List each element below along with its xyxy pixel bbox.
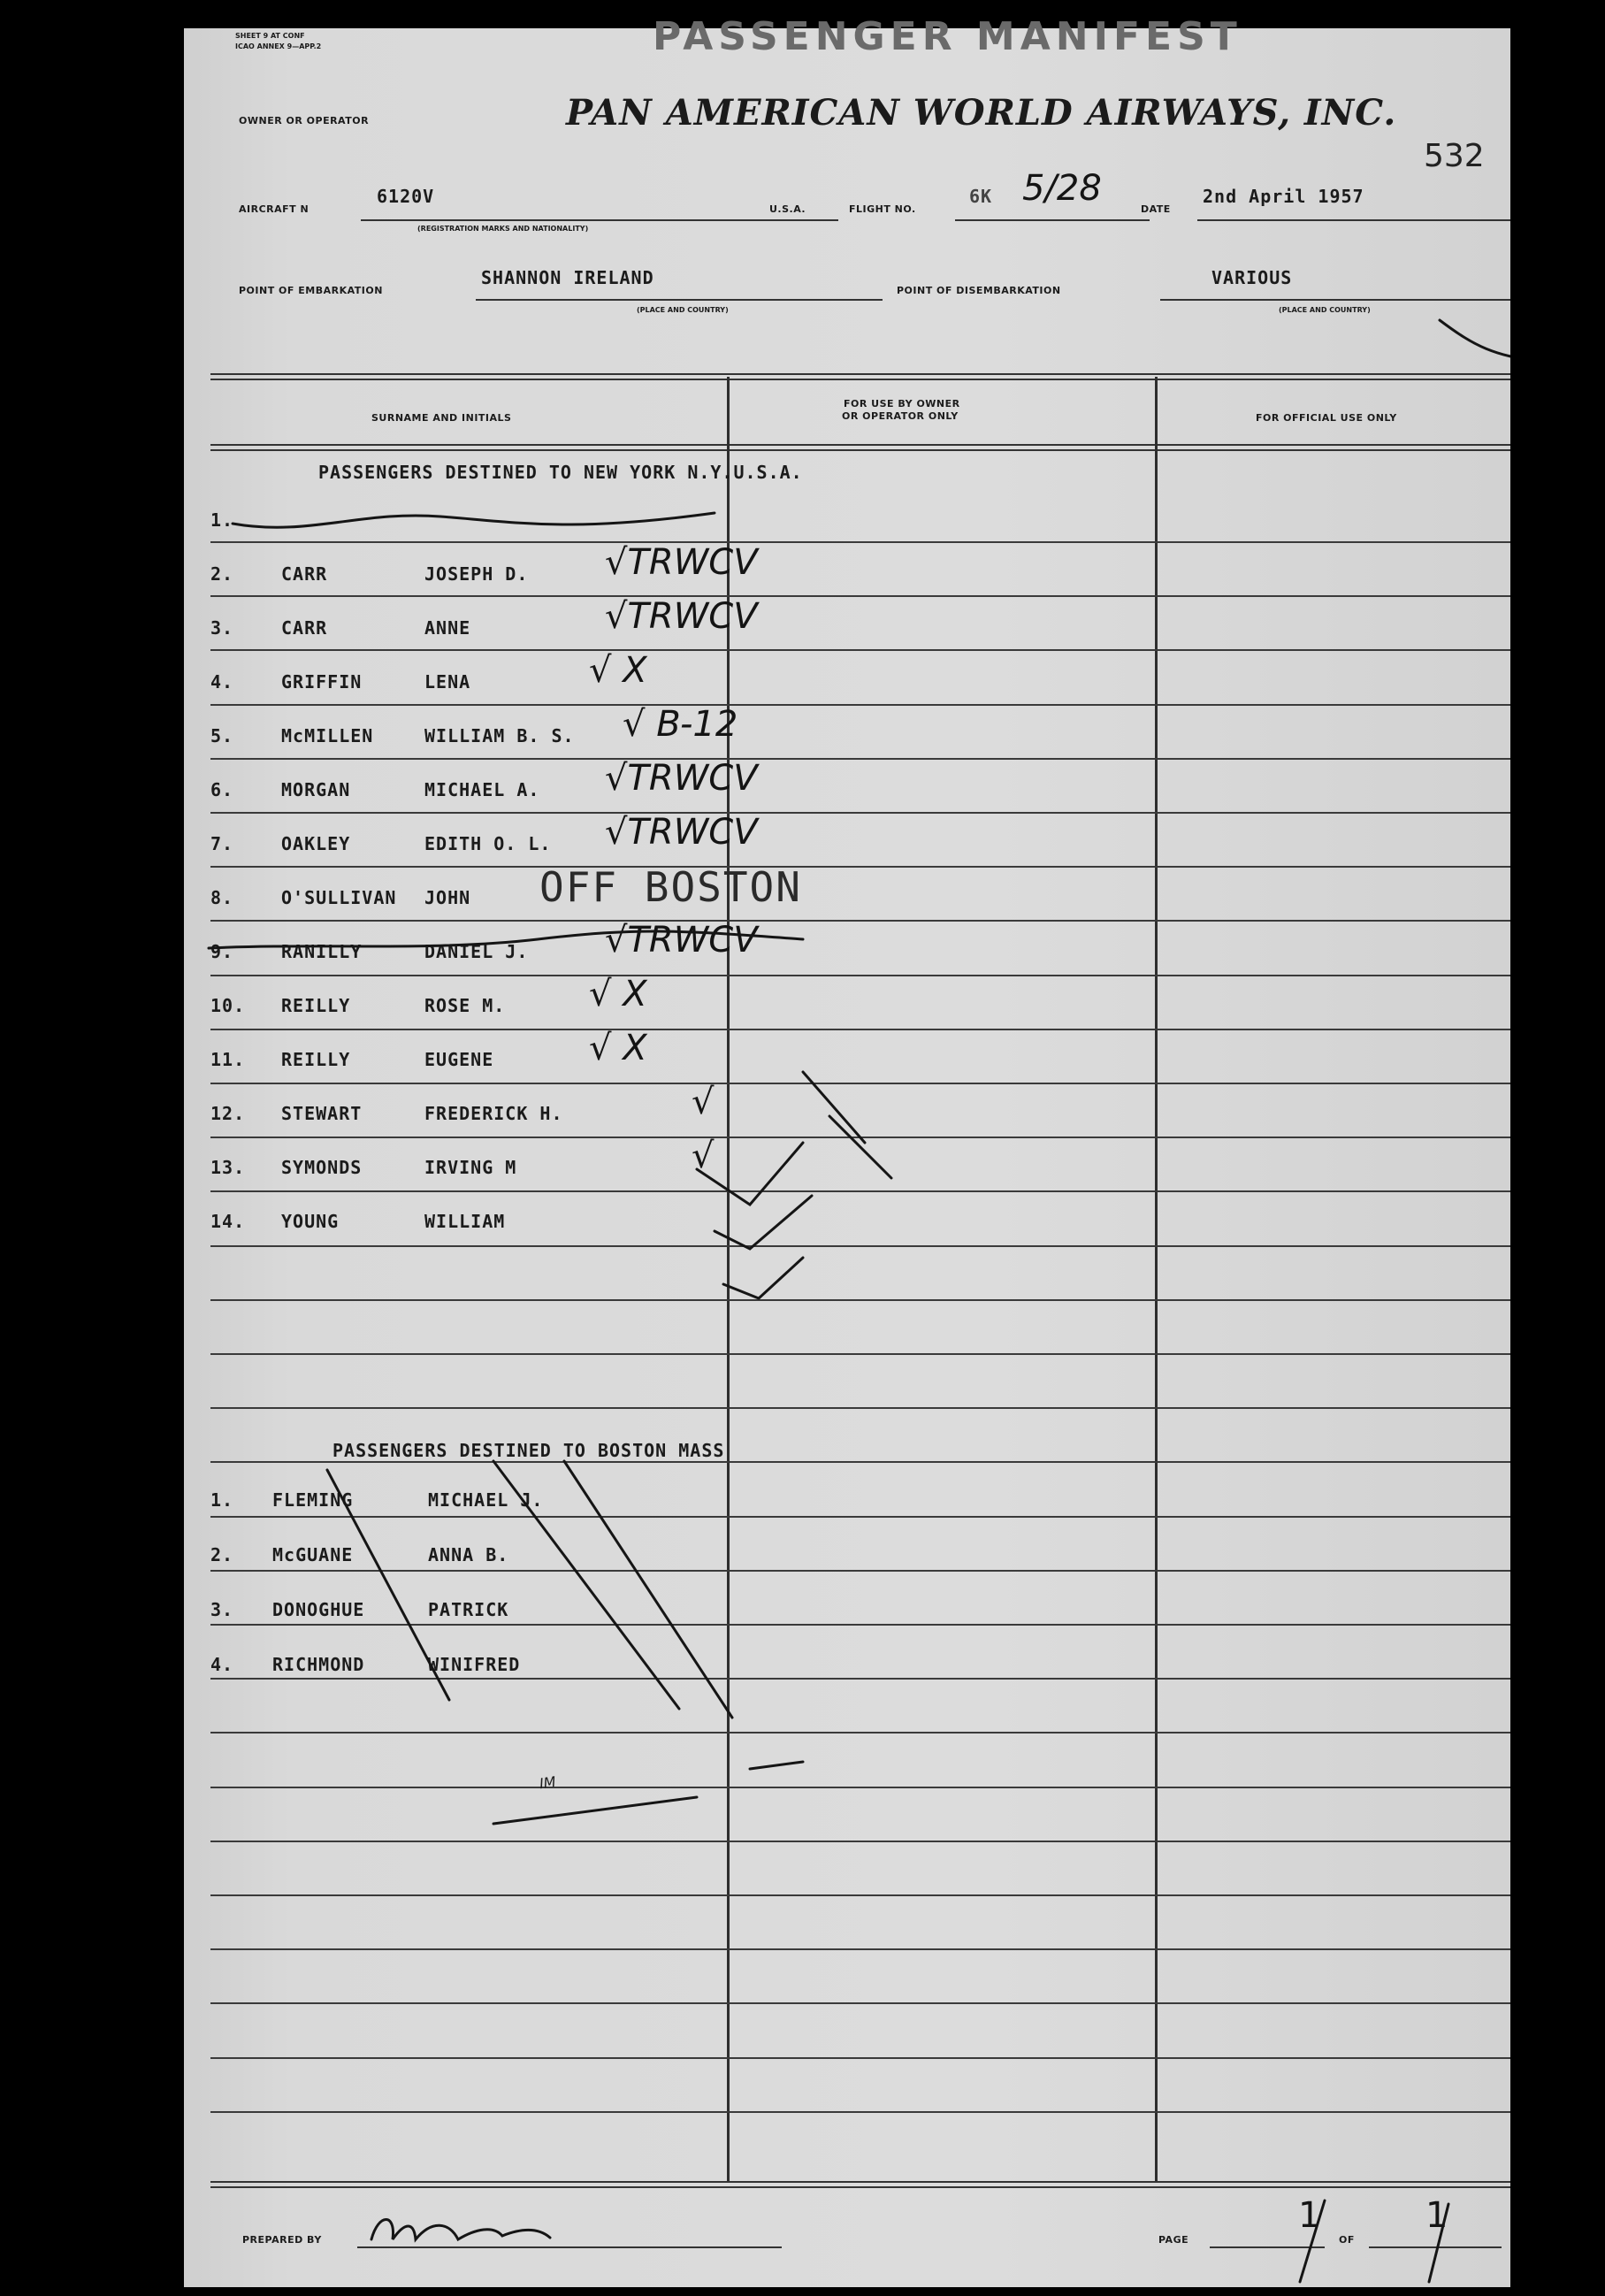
row-number: 12. [210, 1103, 246, 1124]
row-number: 6. [210, 779, 234, 800]
passenger-given-name: DANIEL J. [424, 941, 529, 962]
row1-strike [233, 513, 715, 527]
prepared-signature [371, 2220, 550, 2240]
row-number: 5. [210, 725, 234, 746]
passenger-surname: STEWART [281, 1103, 363, 1124]
passenger-given-name: ANNA B. [428, 1544, 509, 1565]
passenger-given-name: ROSE M. [424, 995, 506, 1016]
passenger-given-name: WINIFRED [428, 1654, 521, 1675]
passenger-check-mark: √ B-12 [623, 704, 738, 745]
ny-check-slash-1 [803, 1072, 891, 1178]
disembark-flourish [1440, 320, 1510, 363]
row-number: 13. [210, 1157, 246, 1178]
page-label: PAGE [1158, 2234, 1189, 2246]
passenger-given-name: EUGENE [424, 1049, 494, 1070]
column-header-operator-1: FOR USE BY OWNER [844, 398, 960, 409]
page-stamp-number: 532 [1424, 138, 1485, 174]
of-value: 1 [1425, 2195, 1448, 2236]
passenger-given-name: ANNE [424, 617, 471, 639]
ny-check-slash-4 [723, 1258, 803, 1298]
passenger-surname: DONOGHUE [272, 1599, 365, 1620]
manifest-sheet [184, 14, 1510, 2287]
of-label: OF [1339, 2234, 1355, 2246]
row-number: 1. [210, 509, 234, 531]
embark-label: POINT OF EMBARKATION [239, 285, 383, 296]
passenger-check-mark: √ X [589, 1028, 647, 1068]
column-header-surname: SURNAME AND INITIALS [371, 412, 512, 424]
row-number: 11. [210, 1049, 246, 1070]
column-header-operator-2: OR OPERATOR ONLY [842, 410, 959, 422]
row-number: 2. [210, 1544, 234, 1565]
form-code-line-1: SHEET 9 AT CONF [235, 32, 305, 40]
section-boston-title: PASSENGERS DESTINED TO BOSTON MASS [332, 1440, 725, 1461]
passenger-given-name: MICHAEL A. [424, 779, 540, 800]
form-code-line-2: ICAO ANNEX 9—APP.2 [235, 42, 322, 50]
disembark-sublabel: (PLACE AND COUNTRY) [1279, 306, 1371, 314]
passenger-surname: REILLY [281, 995, 351, 1016]
passenger-check-mark: √ [692, 1082, 715, 1122]
flight-handwritten: 5/28 [1022, 168, 1102, 209]
handwritten-initials: IM [538, 1772, 557, 1793]
embark-value: SHANNON IRELAND [481, 267, 654, 288]
passenger-surname: RICHMOND [272, 1654, 365, 1675]
page-slash [1300, 2200, 1325, 2282]
passenger-surname: McMILLEN [281, 725, 374, 746]
handwriting-overlay [184, 28, 1510, 2287]
passenger-surname: OAKLEY [281, 833, 351, 854]
page-value: 1 [1298, 2195, 1321, 2236]
row-number: 8. [210, 887, 234, 908]
registration-sublabel: (REGISTRATION MARKS AND NATIONALITY) [417, 225, 589, 233]
usa-label: U.S.A. [769, 203, 806, 215]
section-ny-title: PASSENGERS DESTINED TO NEW YORK N.Y.U.S.A. [318, 462, 803, 483]
faded-form-title: PASSENGER MANIFEST [653, 14, 1242, 59]
owner-value: PAN AMERICAN WORLD AIRWAYS, INC. [566, 92, 1397, 134]
ny-check-slash-3 [715, 1196, 812, 1249]
passenger-surname: CARR [281, 563, 328, 585]
passenger-given-name: WILLIAM B. S. [424, 725, 575, 746]
ny-check-slash-2 [697, 1143, 803, 1205]
passenger-check-mark: √ X [589, 650, 647, 691]
passenger-surname: CARR [281, 617, 328, 639]
passenger-surname: RANILLY [281, 941, 363, 962]
row8-strike [209, 931, 803, 948]
boston-strike-2 [493, 1461, 679, 1709]
passenger-surname: McGUANE [272, 1544, 354, 1565]
passenger-check-mark: √ X [589, 974, 647, 1014]
owner-label: OWNER OR OPERATOR [239, 115, 370, 126]
passenger-check-mark: √TRWCV [605, 920, 758, 960]
passenger-given-name: PATRICK [428, 1599, 509, 1620]
row-number: 4. [210, 1654, 234, 1675]
flight-typed: 6K [969, 186, 993, 207]
row-number: 3. [210, 617, 234, 639]
disembark-label: POINT OF DISEMBARKATION [897, 285, 1061, 296]
row-number: 7. [210, 833, 234, 854]
boston-strike-1 [327, 1470, 449, 1700]
row-number: 9. [210, 941, 234, 962]
date-label: DATE [1141, 203, 1171, 215]
passenger-given-name: LENA [424, 671, 471, 693]
row-number: 3. [210, 1599, 234, 1620]
passenger-check-mark: √TRWCV [605, 812, 758, 853]
passenger-given-name: JOHN [424, 887, 471, 908]
row-number: 1. [210, 1489, 234, 1511]
flight-label: FLIGHT NO. [849, 203, 916, 215]
passenger-given-name: WILLIAM [424, 1211, 506, 1232]
row-number: 4. [210, 671, 234, 693]
passenger-surname: MORGAN [281, 779, 351, 800]
passenger-surname: O'SULLIVAN [281, 887, 397, 908]
passenger-surname: REILLY [281, 1049, 351, 1070]
passenger-check-mark: √ [692, 1136, 715, 1176]
passenger-check-mark: √TRWCV [605, 542, 758, 583]
passenger-check-mark: √TRWCV [605, 596, 758, 637]
column-header-official: FOR OFFICIAL USE ONLY [1256, 412, 1397, 424]
passenger-given-name: EDITH O. L. [424, 833, 552, 854]
row-number: 10. [210, 995, 246, 1016]
boston-tick [750, 1762, 803, 1769]
passenger-given-name: JOSEPH D. [424, 563, 529, 585]
passenger-surname: SYMONDS [281, 1157, 363, 1178]
disembark-value: VARIOUS [1211, 267, 1293, 288]
aircraft-value: 6120V [377, 186, 435, 207]
date-value: 2nd April 1957 [1203, 186, 1364, 207]
passenger-given-name: FREDERICK H. [424, 1103, 563, 1124]
prepared-by-label: PREPARED BY [242, 2234, 322, 2246]
off-boston-stamp: OFF BOSTON [539, 863, 802, 911]
passenger-check-mark: √TRWCV [605, 758, 758, 799]
row-number: 14. [210, 1211, 246, 1232]
embark-sublabel: (PLACE AND COUNTRY) [637, 306, 729, 314]
passenger-surname: FLEMING [272, 1489, 354, 1511]
passenger-given-name: IRVING M [424, 1157, 517, 1178]
passenger-given-name: MICHAEL J. [428, 1489, 544, 1511]
row-number: 2. [210, 563, 234, 585]
aircraft-label: AIRCRAFT N [239, 203, 310, 215]
passenger-surname: GRIFFIN [281, 671, 363, 693]
passenger-surname: YOUNG [281, 1211, 340, 1232]
boston-underline [493, 1797, 697, 1824]
of-slash [1429, 2204, 1448, 2282]
